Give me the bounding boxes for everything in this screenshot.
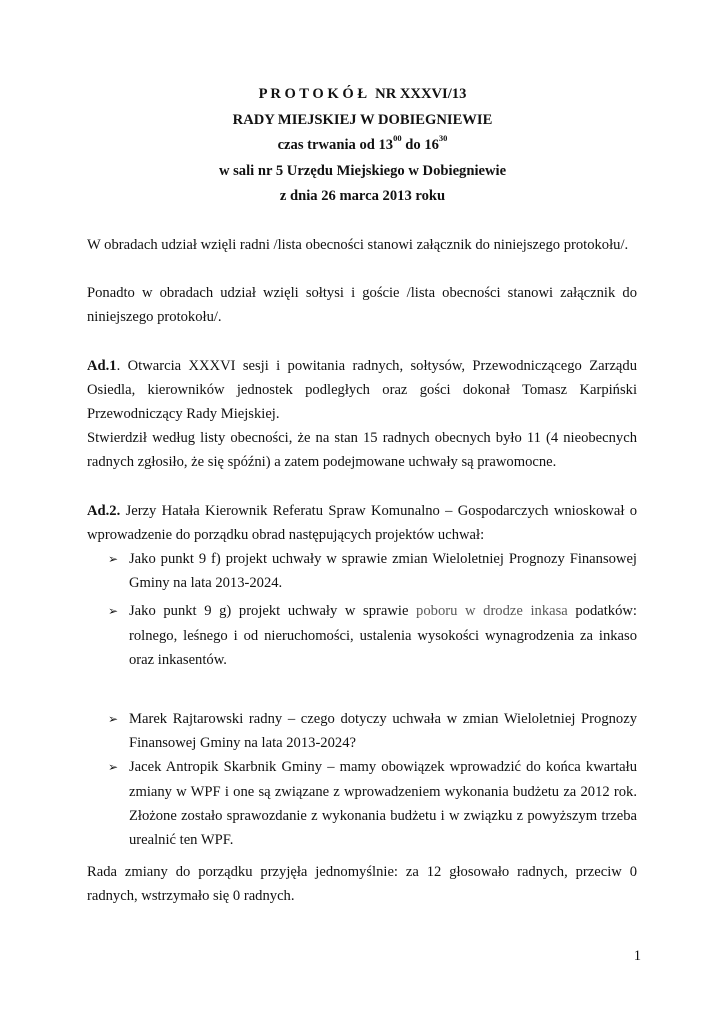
ad1-label: Ad.1 [87, 357, 117, 374]
session-date: z dnia 26 marca 2013 roku [279, 188, 446, 204]
proposal-list [87, 547, 637, 672]
paragraph-attendance-guests: Ponadto w obradach udział wzięli sołtysi i goście /lista obecności stanowi załącznik do niniejszego protokołu/. [87, 285, 637, 326]
arrow-bullet-icon: ➢ [108, 552, 119, 567]
duration-prefix: czas trwania od 13 [277, 137, 394, 153]
session-room: w sali nr 5 Urzędu Miejskiego w Dobiegniewie [218, 162, 507, 179]
proposal-2-highlight: poboru w drodze inkasa [416, 603, 568, 620]
start-minutes: 00 [393, 133, 402, 144]
document-header [0, 82, 725, 210]
discussion-list [87, 707, 637, 852]
arrow-bullet-icon: ➢ [108, 712, 119, 727]
proposal-1-text: Jako punkt 9 f) projekt uchwały w sprawie zmian Wieloletniej Prognozy Finansowej Gminy na lata 2013-2024. [129, 551, 637, 592]
ad2-text: Jerzy Hatała Kierownik Referatu Spraw Komunalno – Gospodarczych wnioskował o wprowadzenie do porządku obrad następujących projektów uchwał: [87, 502, 637, 543]
ad2-label: Ad.2. [87, 502, 121, 519]
list-item [87, 755, 637, 852]
paragraph-attendance-radni: W obradach udział wzięli radni /lista obecności stanowi załącznik do niniejszego protokołu/. [87, 237, 629, 253]
list-item [87, 599, 637, 672]
duration-mid: do 16 [401, 137, 439, 153]
protocol-number: NR XXXVI/13 [375, 86, 467, 102]
paragraph-vote-result: Rada zmiany do porządku przyjęła jednomyślnie: za 12 głosowało radnych, przeciw 0 radnych, wstrzymało się 0 radnych. [87, 864, 637, 905]
arrow-bullet-icon: ➢ [108, 760, 119, 775]
arrow-bullet-icon: ➢ [108, 604, 119, 619]
end-minutes: 30 [438, 133, 448, 144]
discussion-1-text: Marek Rajtarowski radny – czego dotyczy uchwała w zmian Wieloletniej Prognozy Finansowej Gminy na lata 2013-2024? [129, 711, 637, 752]
paragraph-quorum: Stwierdził według listy obecności, że na stan 15 radnych obecnych było 11 (4 nieobecnych radnych zgłosiło, że się spóźni) a zatem podejmowane uchwały są prawomocne. [87, 430, 637, 471]
paragraph-ad1 [87, 354, 637, 427]
session-duration [0, 133, 725, 159]
ad1-text: . Otwarcia XXXVI sesji i powitania radnych, sołtysów, Przewodniczącego Zarządu Osiedla, kierowników jednostek podległych oraz gości dokonał Tomasz Karpiński Przewodniczący Rady Miejskiej. [87, 357, 637, 423]
protocol-title-word: P R O T O K Ó Ł [258, 86, 368, 102]
list-item [87, 547, 637, 595]
list-item [87, 707, 637, 755]
proposal-2-after: podatków: rolnego, leśnego i od nieruchomości, ustalenia wysokości wynagrodzenia za inkaso oraz inkasentów. [129, 603, 637, 668]
council-name: RADY MIEJSKIEJ W DOBIEGNIEWIE [232, 111, 493, 128]
page-number: 1 [633, 948, 641, 964]
protocol-title [0, 82, 725, 108]
paragraph-ad2 [87, 499, 637, 547]
proposal-2-before: Jako punkt 9 g) projekt uchwały w sprawie [129, 603, 417, 620]
document-body [87, 233, 637, 909]
discussion-2-text: Jacek Antropik Skarbnik Gminy – mamy obowiązek wprowadzić do końca kwartału zmiany w WPF i one są związane z wprowadzeniem wykonania budżetu za 2012 rok. Złożone zostało sprawozdanie z wykonania budżetu i w związku z powyższym trzeba urealnić ten WPF. [129, 759, 637, 849]
